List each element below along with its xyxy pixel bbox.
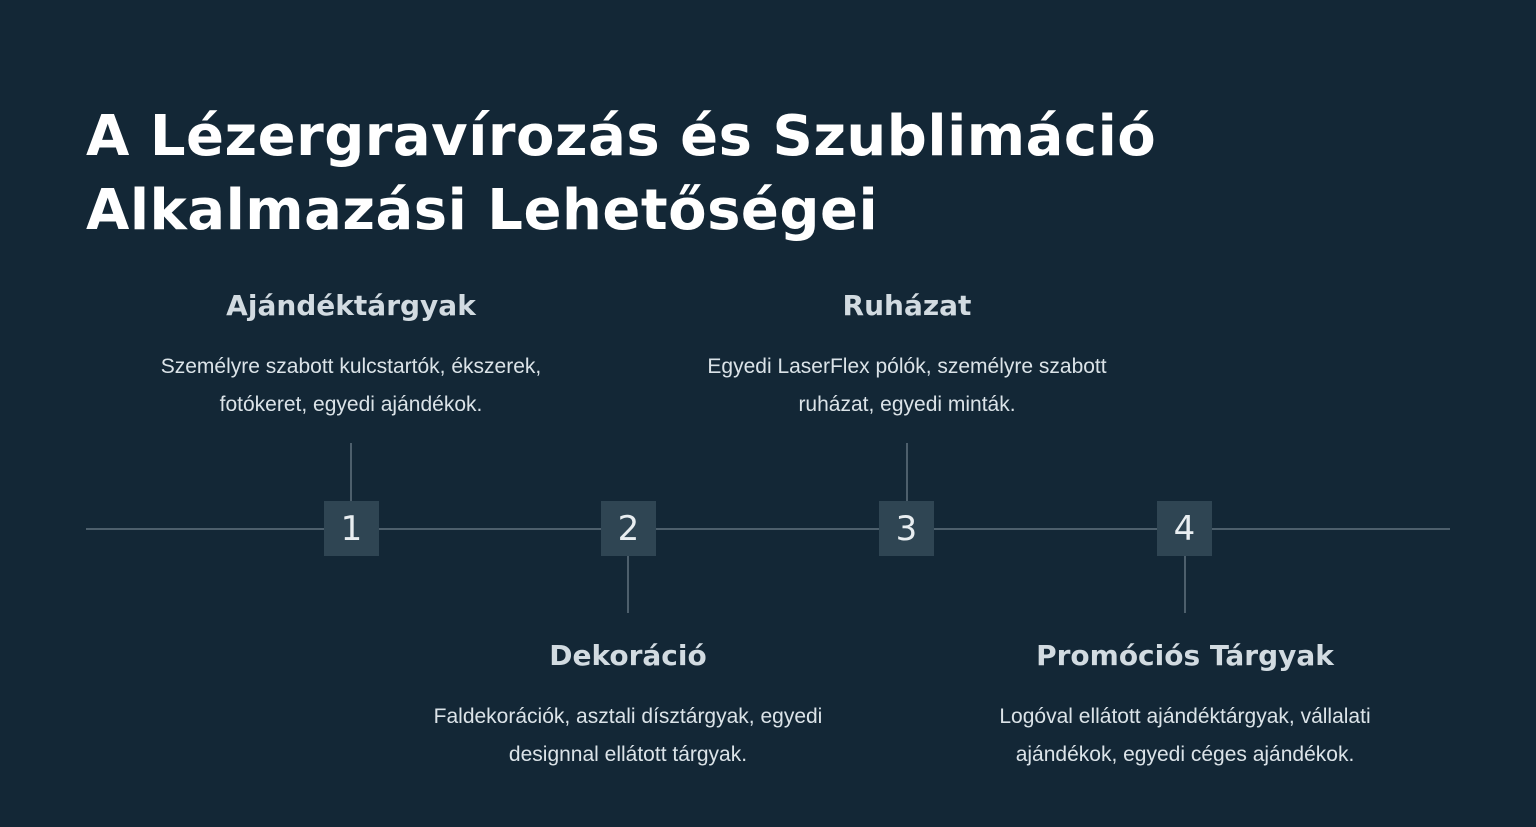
step-marker-4: 4	[1157, 501, 1212, 556]
card-description: Egyedi LaserFlex pólók, személyre szabott ruházat, egyedi minták.	[707, 355, 1107, 416]
card-dekoracio	[398, 638, 858, 774]
card-title: Ruházat	[842, 289, 972, 322]
card-promocios-targyak	[955, 638, 1415, 774]
card-ajandektargyak	[121, 288, 581, 424]
timeline-line	[86, 528, 1450, 530]
card-title: Dekoráció	[549, 639, 707, 672]
card-description: Személyre szabott kulcstartók, ékszerek, fotókeret, egyedi ajándékok.	[160, 355, 542, 416]
card-ruhazat	[677, 288, 1137, 424]
card-title: Ajándéktárgyak	[226, 289, 476, 322]
connector-3	[906, 443, 908, 501]
step-marker-1: 1	[324, 501, 379, 556]
connector-4	[1184, 556, 1186, 613]
card-title: Promóciós Tárgyak	[1036, 639, 1334, 672]
step-marker-3: 3	[879, 501, 934, 556]
page-title: A Lézergravírozás és Szublimáció Alkalmazási Lehetőségei	[86, 104, 1157, 243]
card-description: Faldekorációk, asztali dísztárgyak, egyedi designnal ellátott tárgyak.	[433, 705, 823, 766]
connector-1	[350, 443, 352, 501]
connector-2	[627, 556, 629, 613]
step-marker-2: 2	[601, 501, 656, 556]
card-description: Logóval ellátott ajándéktárgyak, vállalati ajándékok, egyedi céges ajándékok.	[999, 705, 1371, 766]
